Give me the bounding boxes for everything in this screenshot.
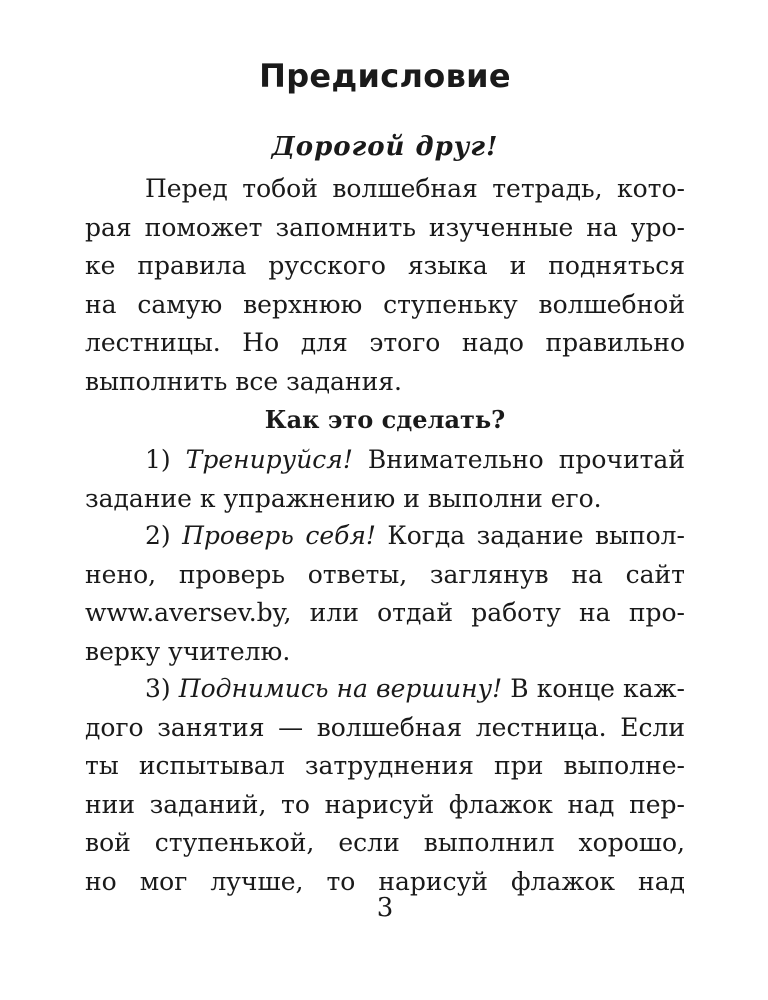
intro-line: выполнить все задания. xyxy=(85,366,402,396)
list-item-line: www.aversev.by, или отдай работу на про- xyxy=(85,598,685,627)
item-number: 1) xyxy=(145,445,171,474)
list-item-line: дого занятия — волшебная лестница. Если xyxy=(85,712,685,742)
intro-line: лестницы. Но для этого надо правильно xyxy=(85,328,685,357)
intro-line: Перед тобой волшебная тетрадь, кото- xyxy=(145,174,685,203)
greeting-heading: Дорогой друг! xyxy=(271,132,499,162)
list-item-line: верку учителю. xyxy=(85,636,291,666)
list-item-first-line xyxy=(85,517,685,556)
page-title: Предисловие xyxy=(259,57,511,95)
list-item-line: но мог лучше, то нарисуй флажок над xyxy=(85,866,685,896)
item-emphasis: Проверь себя! xyxy=(182,521,376,550)
list-item-climb xyxy=(85,670,685,901)
item-text: В конце каж- xyxy=(510,674,685,703)
list-item-check xyxy=(85,517,685,671)
list-item-line: нии заданий, то нарисуй флажок над пер- xyxy=(85,789,685,819)
intro-line: на самую верхнюю ступеньку волшебной xyxy=(85,289,685,319)
list-item-line: нено, проверь ответы, заглянув на сайт xyxy=(85,559,685,589)
book-page xyxy=(85,0,685,1000)
list-item-first-line xyxy=(85,441,685,480)
intro-line: рая поможет запомнить изученные на уро- xyxy=(85,212,685,242)
item-number: 2) xyxy=(145,521,171,550)
item-text: Внимательно прочитай xyxy=(367,445,686,474)
list-item-line: ты испытывал затруднения при выполне- xyxy=(85,751,685,780)
how-to-heading: Как это сделать? xyxy=(264,405,506,434)
item-emphasis: Поднимись на вершину! xyxy=(178,674,503,703)
intro-line: ке правила русского языка и подняться xyxy=(85,251,685,280)
list-item-line: задание к упражнению и выполни его. xyxy=(85,483,602,513)
intro-paragraph xyxy=(85,170,685,401)
item-emphasis: Тренируйся! xyxy=(185,445,353,474)
list-item-train xyxy=(85,441,685,518)
item-number: 3) xyxy=(145,674,171,703)
item-text: Когда задание выпол- xyxy=(387,521,685,550)
list-item-first-line xyxy=(85,670,685,709)
page-number: 3 xyxy=(376,893,394,923)
list-item-line: вой ступенькой, если выполнил хорошо, xyxy=(85,828,685,857)
